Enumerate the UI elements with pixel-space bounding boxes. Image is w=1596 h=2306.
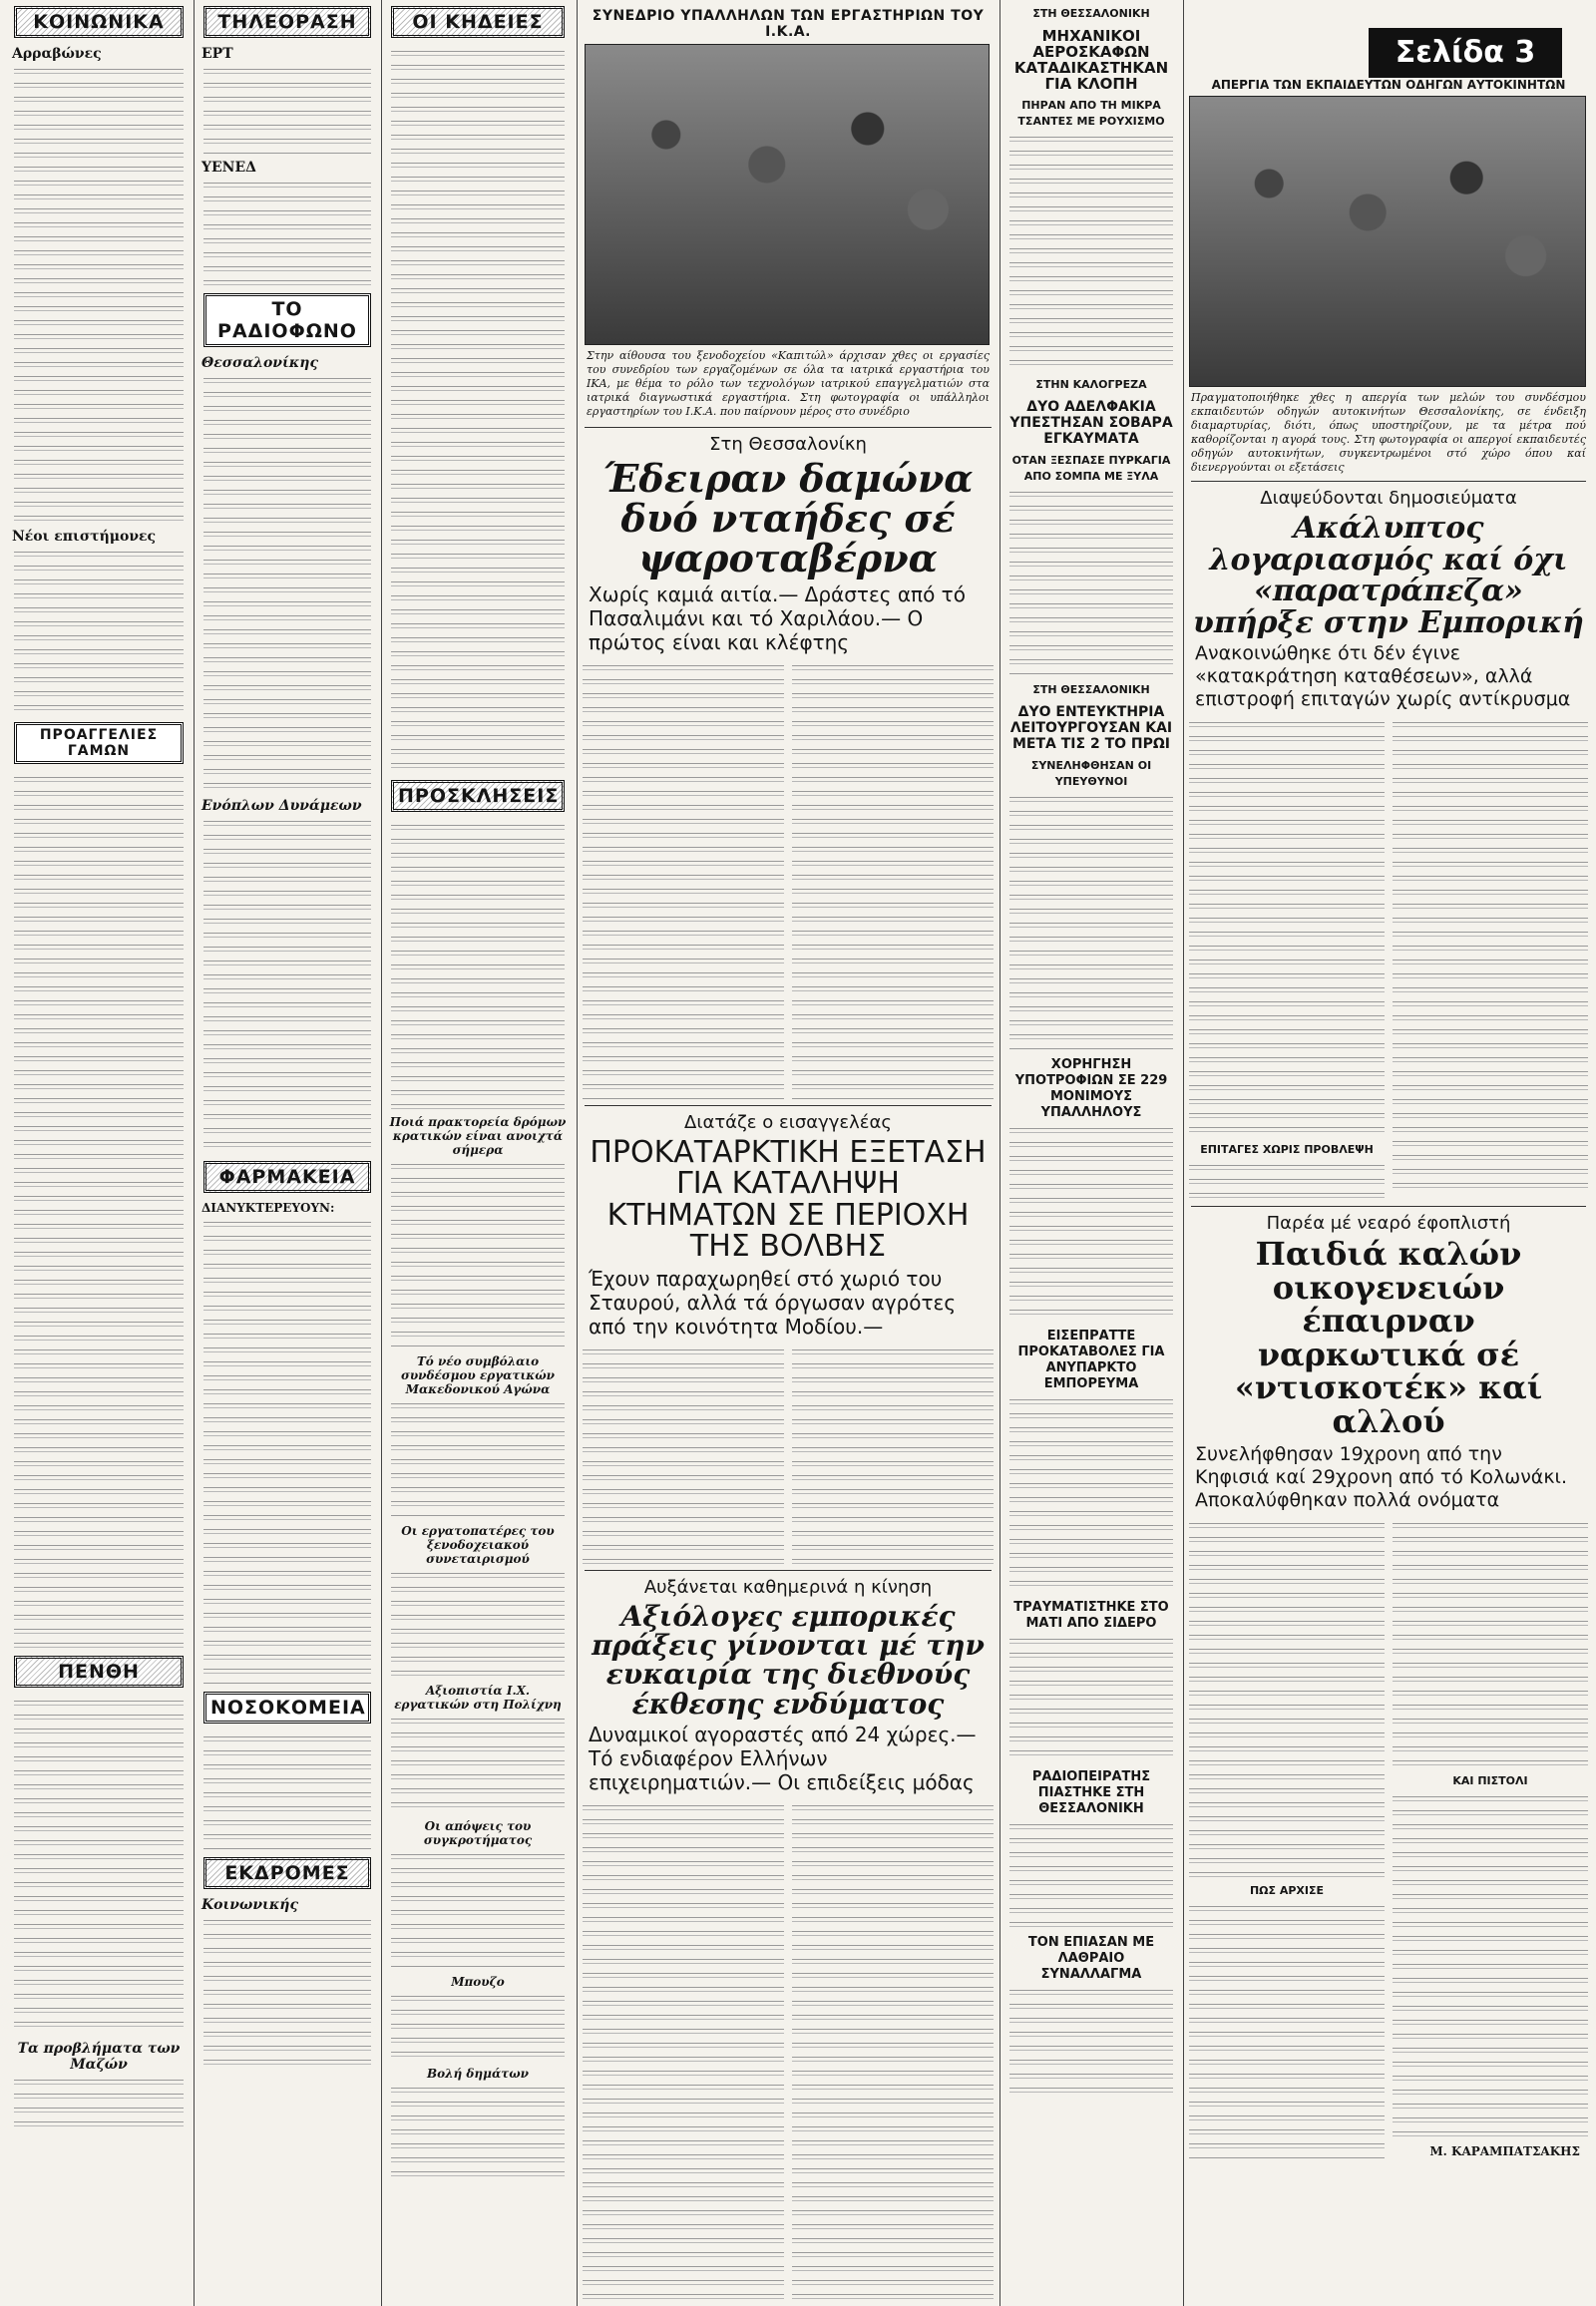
subhead-arravones: Αρραβώνες [12,46,102,62]
text-block [1009,1985,1173,2095]
text-block [203,1217,371,1686]
text-block [792,1345,994,1564]
subhead-makedoniko: Τό νέο συμβόλαιο συνδέσμου εργατικών Μακεδονικού Αγώνα [401,1354,555,1396]
photo-ika-congress [585,44,990,345]
text-block [1189,1160,1385,1200]
section-head-koinonika: ΚΟΙΝΩΝΙΚΑ [14,6,184,38]
lede-story3: Δυναμικοί αγοραστές από 24 χώρες.— Τό ενδιαφέρον Ελλήνων επιχειρηματιών.— Οι επιδείξεις μόδας [589,1723,977,1795]
brief-headline-7: ΡΑΔΙΟΠΕΙΡΑΤΗΣ ΠΙΑΣΤΗΚΕ ΣΤΗ ΘΕΣΣΑΛΟΝΙΚΗ [1031,1769,1151,1816]
lede-story1: Χωρίς καμιά αιτία.— Δράστες από τό Πασαλιμάνι και τό Χαριλάου.— Ο πρώτος είναι και κλέφτης [589,581,966,654]
text-block [14,1696,184,2035]
brief-subhead-1: ΠΗΡΑΝ ΑΠΟ ΤΗ ΜΙΚΡΑ ΤΣΑΝΤΕΣ ΜΕ ΡΟΥΧΙΣΜΟ [1017,99,1165,128]
subhead-dianykterevoun: ΔΙΑΝΥΚΤΕΡΕΥΟΥΝ: [201,1201,335,1215]
subhead-praktoreia: Ποιά πρακτορεία δρόμων κρατικών είναι ανοιχτά σήμερα [389,1115,567,1157]
section-head-kideies: ΟΙ ΚΗΔΕΙΕΣ [391,6,565,38]
tag-1: ΣΤΗ ΘΕΣΣΑΛΟΝΙΚΗ [1032,7,1150,20]
kicker-story2: Διατάζε ο εισαγγελέας [684,1111,892,1133]
text-block [1393,1518,1588,1767]
subhead-ert: ΕΡΤ [201,46,233,62]
section-head-penthi: ΠΕΝΘΗ [14,1656,184,1688]
author-signature: Μ. ΚΑΡΑΜΠΑΤΣΑΚΗΣ [1429,2143,1580,2158]
kicker-story3: Αυξάνεται καθημερινά η κίνηση [643,1576,933,1598]
text-block [391,820,565,1109]
kicker-right-1: Διαψεύδονται δημοσιεύματα [1260,488,1517,509]
brief-headline-5: ΕΙΣΕΠΡΑΤΤΕ ΠΡΟΚΑΤΑΒΟΛΕΣ ΓΙΑ ΑΝΥΠΑΡΚΤΟ ΕΜΠΟΡΕΥΜΑ [1017,1329,1165,1391]
text-block [583,660,784,1099]
subhead-thessaloniki: Θεσσαλονίκης [201,355,318,371]
text-block [14,2075,184,2134]
column-broadcast [198,0,377,2306]
brief-headline-3: ΔΥΟ ΕΝΤΕΥΚΤΗΡΙΑ ΛΕΙΤΟΥΡΓΟΥΣΑΝ ΚΑΙ ΜΕΤΑ ΤΙΣ 2 ΤΟ ΠΡΩΙ [1009,704,1173,752]
text-block [391,2083,565,2182]
text-block [1009,1634,1173,1763]
column-funerals [385,0,571,2306]
headline-story2: ΠΡΟΚΑΤΑΡΚΤΙΚΗ ΕΞΕΤΑΣΗ ΓΙΑ ΚΑΤΑΛΗΨΗ ΚΤΗΜΑΤΩΝ ΣΕ ΠΕΡΙΟΧΗ ΤΗΣ ΒΟΛΒΗΣ [590,1134,987,1265]
text-block [391,46,565,774]
column-social [8,0,190,2306]
page-number-badge: Σελίδα 3 [1369,28,1562,78]
subhead-axiotimi: Αξιοπιστία Ι.Χ. εργατικών στη Πολίχνη [394,1684,562,1712]
text-block [792,660,994,1099]
text-block [14,772,184,1650]
kicker-right-2: Παρέα μέ νεαρό έφοπλιστή [1266,1213,1511,1234]
subhead-voli: Βολή δημάτων [426,2067,530,2081]
photo-caption-ika: Στην αίθουσα του ξενοδοχείου «Καπιτώλ» άρχισαν χθες οι εργασίες του συνεδρίου των εργαζομένων σε όλα τα ιατρικά εργαστήρια του ΙΚΑ, με θέμα το ρόλο των τεχνολόγων ιατρικού επαγγελματιών στα ιατρικά διαγνωστικά εργαστήρια. Στη φωτογραφία οι υπάλληλοι εργαστηρίων του Ι.Κ.Α. που παίρνουν μέρος στο συνέδριο [587,349,990,418]
headline-right-1: Ακάλυπτος λογαριασμός καί όχι «παρατράπεζα» υπήρξε στην Εμπορική [1193,511,1584,640]
brief-headline-2: ΔΥΟ ΑΔΕΛΦΑΚΙΑ ΥΠΕΣΤΗΣΑΝ ΣΟΒΑΡΑ ΕΓΚΑΥΜΑΤΑ [1009,399,1173,447]
text-block [203,178,371,287]
bottom-note: Τα προβλήματα των Μαζών [17,2041,181,2073]
brief-subhead-3: ΣΥΝΕΛΗΦΘΗΣΑΝ ΟΙ ΥΠΕΥΘΥΝΟΙ [1030,759,1152,788]
text-block [1009,487,1173,676]
text-block [391,1398,565,1518]
text-block [1189,717,1385,1136]
brief-subhead-2: ΟΤΑΝ ΞΕΣΠΑΣΕ ΠΥΡΚΑΓΙΑ ΑΠΟ ΣΟΜΠΑ ΜΕ ΞΥΛΑ [1011,454,1171,483]
subhead-neoi: Νέοι επιστήμονες [12,529,157,545]
text-block [203,1731,371,1851]
text-block [1189,1901,1385,2160]
photo-driving-instructors [1189,96,1586,387]
photo-banner-ika: ΣΥΝΕΔΡΙΟ ΥΠΑΛΛΗΛΩΝ ΤΩΝ ΕΡΓΑΣΤΗΡΙΩΝ ΤΟΥ Ι.Κ.Α. [592,8,985,40]
text-block [14,547,184,716]
text-block [1009,1394,1173,1594]
text-block [1009,792,1173,1051]
section-head-ekdromes: ΕΚΔΡΟΜΕΣ [203,1857,371,1889]
section-head-nosokomeia: ΝΟΣΟΚΟΜΕΙΑ [203,1692,371,1724]
subhead-ergatopateres: Οι εργατοπατέρες του ξενοδοχειακού συνεταιρισμού [401,1524,555,1566]
brief-headline-8: ΤΟΝ ΕΠΙΑΣΑΝ ΜΕ ΛΑΘΡΑΙΟ ΣΥΝΑΛΛΑΓΜΑ [1027,1935,1155,1982]
text-block [1009,132,1173,371]
center-stories [581,0,996,2306]
text-block [14,64,184,523]
photo-banner-apergia: ΑΠΕΡΓΙΑ ΤΩΝ ΕΚΠΑΙΔΕΥΤΩΝ ΟΔΗΓΩΝ ΑΥΤΟΚΙΝΗΤΩΝ [1211,78,1566,92]
subhead-yened: ΥΕΝΕΔ [201,160,256,176]
text-block [792,1800,994,2306]
section-head-tileorasi: ΤΗΛΕΟΡΑΣΗ [203,6,371,38]
text-block [1009,1123,1173,1323]
subhead-koinonika2: Κοινωνικής [201,1897,299,1913]
kicker-story1: Στη Θεσσαλονίκη [709,434,867,455]
text-block [391,1568,565,1678]
text-block [1189,1518,1385,1877]
brief-headline-6: ΤΡΑΥΜΑΤΙΣΤΗΚΕ ΣΤΟ ΜΑΤΙ ΑΠΟ ΣΙΔΕΡΟ [1013,1600,1169,1631]
text-block [391,1849,565,1969]
lede-right-2: Συνελήφθησαν 19χρονη από την Κηφισιά καί 29χρονη από τό Κολωνάκι. Αποκαλύφθηκαν πολλά ονόματα [1195,1442,1567,1511]
section-head-prosklisis: ΠΡΟΣΚΛΗΣΕΙΣ [391,780,565,812]
text-block [391,1159,565,1348]
column-briefs [1003,0,1179,2306]
text-block [1009,1819,1173,1929]
subhead-kai-pistoli: ΚΑΙ ΠΙΣΤΟΛΙ [1452,1773,1528,1787]
section-head-farmakeia: ΦΑΡΜΑΚΕΙΑ [203,1161,371,1193]
headline-right-2: Παιδιά καλών οικογενειών έπαιρναν ναρκωτικά σέ «ντισκοτέκ» καί αλλού [1234,1235,1543,1440]
text-block [203,1915,371,2065]
brief-headline-1: ΜΗΧΑΝΙΚΟΙ ΑΕΡΟΣΚΑΦΩΝ ΚΑΤΑΔΙΚΑΣΤΗΚΑΝ ΓΙΑ ΚΛΟΠΗ [1013,27,1169,93]
text-block [1393,1791,1588,2140]
subhead-epitages: ΕΠΙΤΑΓΕΣ ΧΩΡΙΣ ΠΡΟΒΛΕΨΗ [1200,1143,1374,1156]
text-block [1393,717,1588,1196]
subhead-apopseis: Οι απόψεις του συγκροτήματος [423,1819,533,1847]
headline-story1: Έδειραν δαμώνα δυό νταήδες σέ ψαροταβέρνα [602,456,974,580]
tag-2: ΣΤΗΝ ΚΑΛΟΓΡΕΖΑ [1035,378,1147,391]
subhead-mpoyto: Μπουζο [451,1975,505,1989]
subhead-enoples: Ενόπλων Δυνάμεων [201,798,362,814]
headline-story3: Αξιόλογες εμπορικές πράξεις γίνονται μέ την ευκαιρία της διεθνούς έκθεσης ενδύματος [592,1599,985,1721]
text-block [203,64,371,154]
text-block [391,1714,565,1813]
section-head-radiofono: ΤΟ ΡΑΔΙΟΦΩΝΟ [203,293,371,347]
text-block [391,1991,565,2061]
text-block [583,1345,784,1564]
subhead-pos-arxise: ΠΩΣ ΑΡΧΙΣΕ [1249,1883,1325,1897]
lede-story2: Έχουν παραχωρηθεί στό χωριό του Σταυρού, αλλά τά όργωσαν αγρότες από την κοινότητα Μοδίου.— [589,1266,957,1339]
text-block [203,816,371,1155]
text-block [583,1800,784,2306]
column-right [1187,76,1590,2306]
brief-headline-4: ΧΟΡΗΓΗΣΗ ΥΠΟΤΡΟΦΙΩΝ ΣΕ 229 ΜΟΝΙΜΟΥΣ ΥΠΑΛΛΗΛΟΥΣ [1014,1057,1168,1120]
tag-3: ΣΤΗ ΘΕΣΣΑΛΟΝΙΚΗ [1032,683,1150,696]
text-block [203,373,371,792]
photo-caption-apergia: Πραγματοποιήθηκε χθες η απεργία των μελών του συνδέσμου εκπαιδευτών οδηγών αυτοκινήτων Θεσσαλονίκης, σε ένδειξη διαμαρτυρίας, διότι, όπως υποστηρίζουν, με τα μέτρα πού καθορίζονται η αγορά τους. Στη φωτογραφία οι απεργοί εκπαιδευτές οδηγών αυτοκινήτων, συγκεντρωμένοι στό χώρο όπου καί διενεργούνται οι εξετάσεις [1191,391,1586,474]
section-head-proaggelies: ΠΡΟΑΓΓΕΛΙΕΣ ΓΑΜΩΝ [14,722,184,764]
lede-right-1: Ανακοινώθηκε ότι δέν έγινε «κατακράτηση καταθέσεων», αλλά επιστροφή επιταγών χωρίς αντίκρυσμα [1195,642,1571,710]
